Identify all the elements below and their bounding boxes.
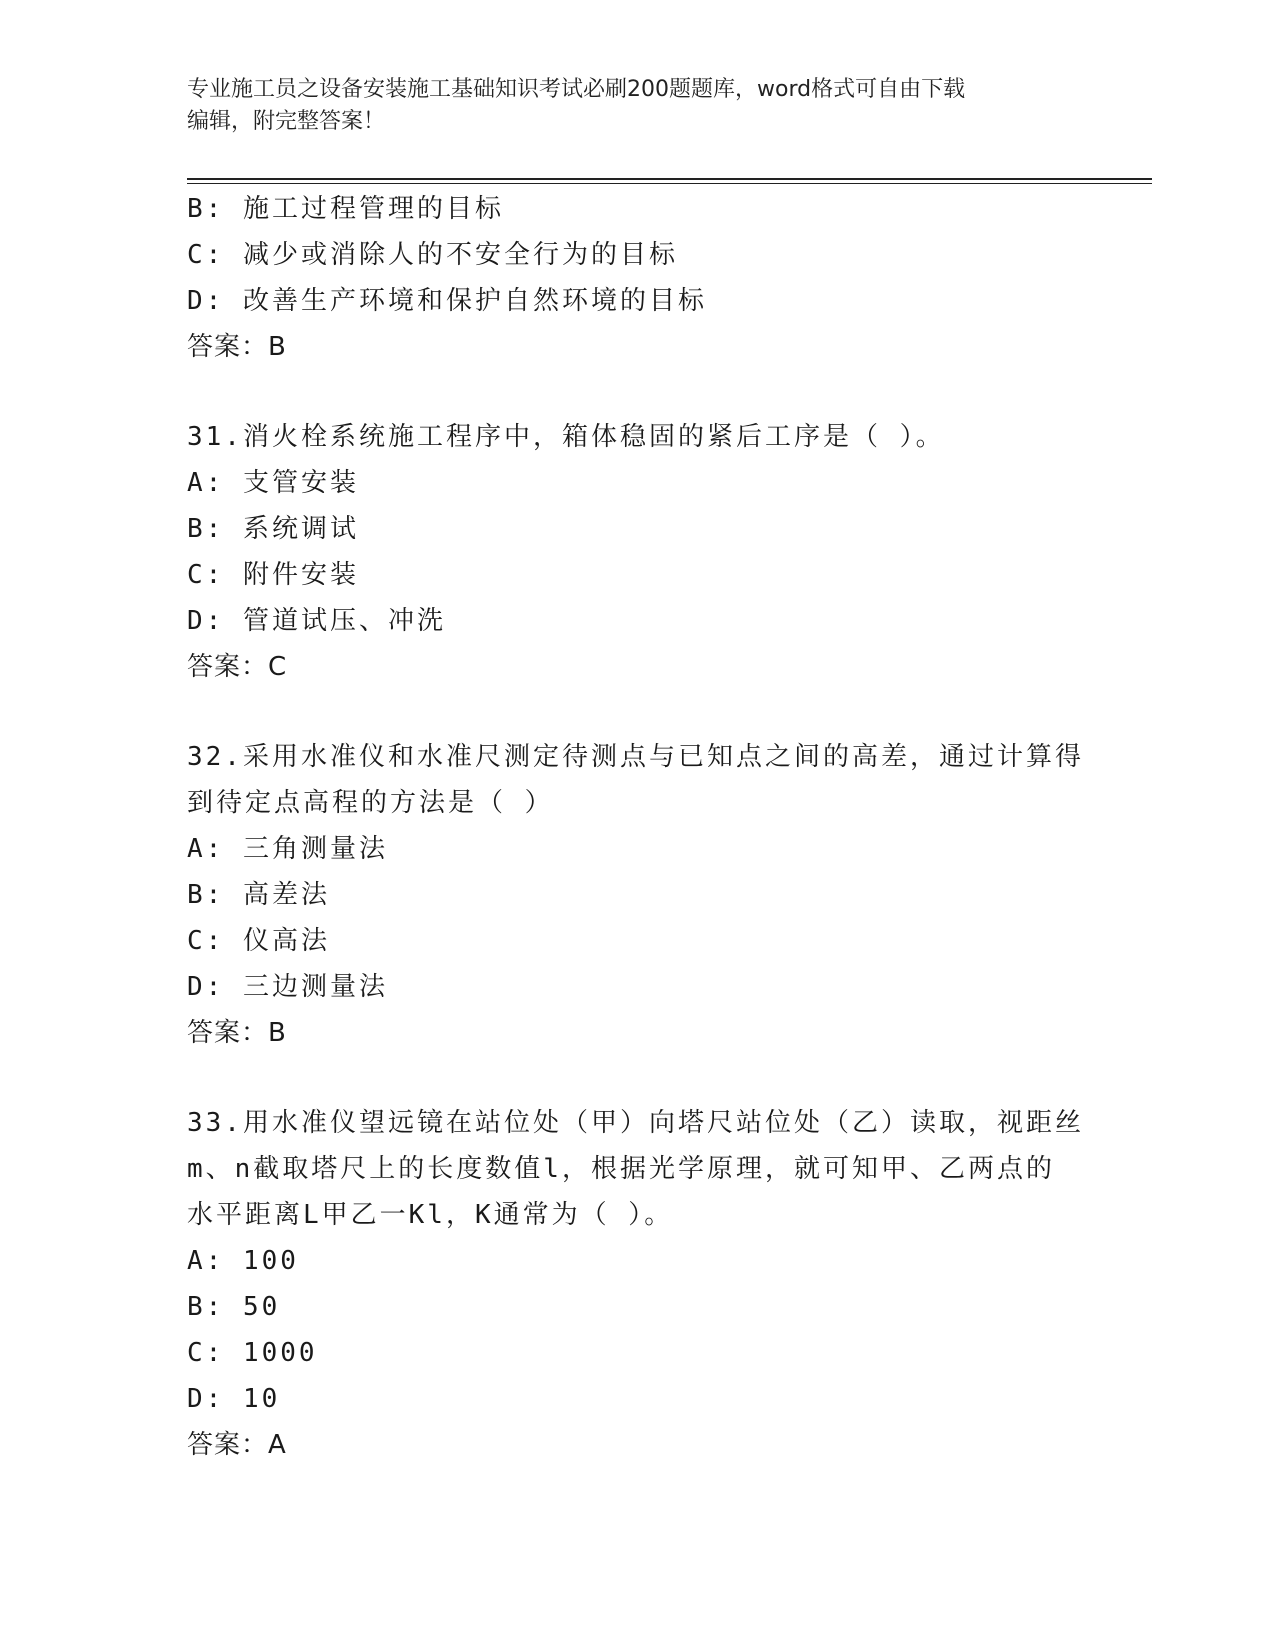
- option-c: C: 仪高法: [187, 926, 330, 956]
- answer-line: 答案：B: [187, 1018, 287, 1048]
- question-block-33: [187, 1100, 1087, 1468]
- question-stem: 33.用水准仪望远镜在站位处（甲）向塔尺站位处（乙）读取，视距丝: [187, 1108, 1084, 1138]
- option-a: A: 支管安装: [187, 468, 359, 498]
- option-b: B: 50: [187, 1292, 281, 1322]
- header-divider-thick: [187, 178, 1152, 180]
- answer-line: 答案：C: [187, 652, 288, 682]
- option-d: D: 管道试压、冲洗: [187, 606, 446, 636]
- option-b: B: 高差法: [187, 880, 330, 910]
- header-divider-thin: [187, 183, 1152, 184]
- option-a: A: 三角测量法: [187, 834, 388, 864]
- header-title-line-1: 专业施工员之设备安装施工基础知识考试必刷200题题库，word格式可自由下载: [187, 77, 966, 102]
- answer-line: 答案：B: [187, 332, 287, 362]
- document-header: [187, 74, 1087, 138]
- option-b: B: 施工过程管理的目标: [187, 194, 504, 224]
- question-stem-continued: 水平距离L甲乙一Kl，K通常为（ ）。: [187, 1200, 674, 1230]
- option-c: C: 附件安装: [187, 560, 359, 590]
- question-stem-continued: 到待定点高程的方法是（ ）: [187, 788, 554, 818]
- question-block-32: [187, 734, 1087, 1056]
- header-title-line-2: 编辑，附完整答案！: [187, 109, 386, 134]
- question-stem-continued: m、n截取塔尺上的长度数值l，根据光学原理，就可知甲、乙两点的: [187, 1154, 1055, 1184]
- option-b: B: 系统调试: [187, 514, 359, 544]
- option-a: A: 100: [187, 1246, 299, 1276]
- answer-line: 答案：A: [187, 1430, 287, 1460]
- question-stem: 31.消火栓系统施工程序中，箱体稳固的紧后工序是（ ）。: [187, 422, 945, 452]
- option-c: C: 1000: [187, 1338, 318, 1368]
- option-d: D: 改善生产环境和保护自然环境的目标: [187, 286, 707, 316]
- question-block-31: [187, 414, 1087, 690]
- question-block-30: [187, 186, 1087, 370]
- option-d: D: 三边测量法: [187, 972, 388, 1002]
- question-stem: 32.采用水准仪和水准尺测定待测点与已知点之间的高差，通过计算得: [187, 742, 1084, 772]
- question-list: [187, 186, 1087, 1468]
- option-c: C: 减少或消除人的不安全行为的目标: [187, 240, 678, 270]
- option-d: D: 10: [187, 1384, 281, 1414]
